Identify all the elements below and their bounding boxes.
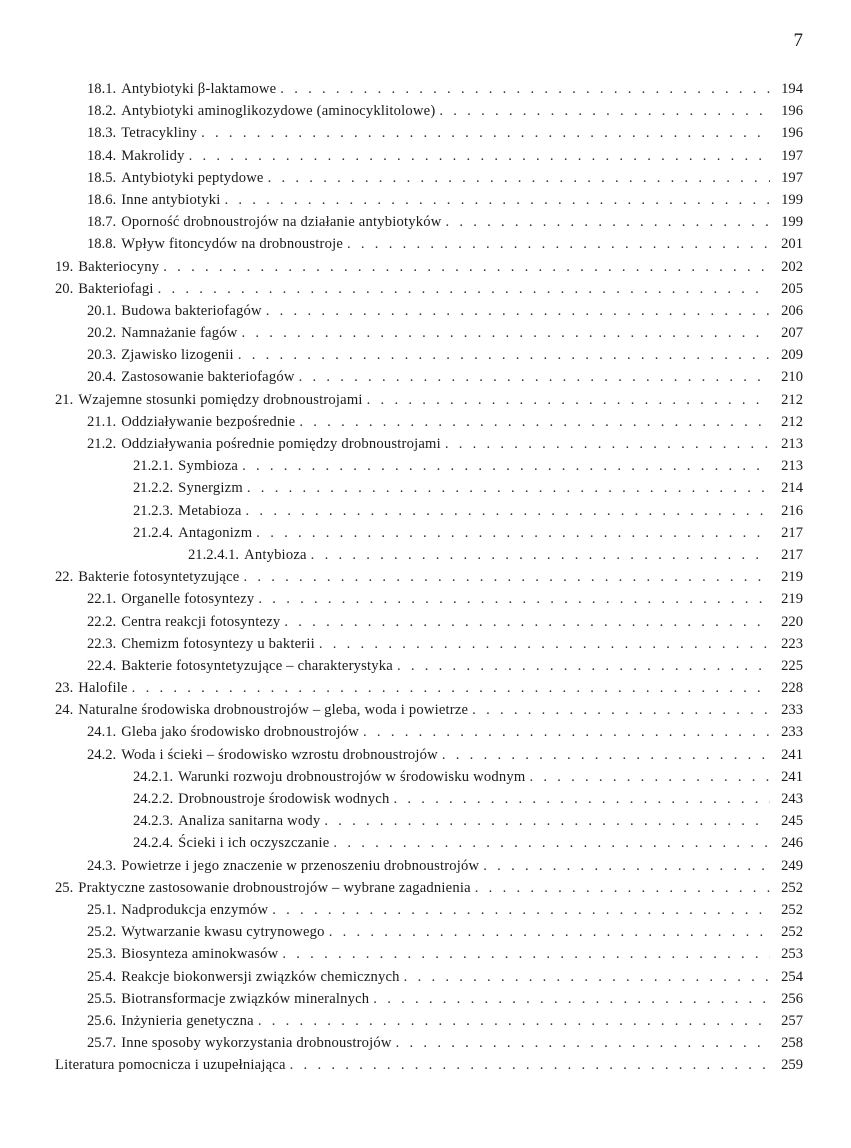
toc-entry: [0, 544, 851, 566]
toc-entry-page: 256: [781, 990, 803, 1007]
dot-leader: [324, 810, 770, 832]
toc-entry: [0, 300, 851, 322]
toc-entry-number: 24.2.3.: [133, 813, 174, 830]
toc-entry-title: Antagonizm: [178, 524, 253, 541]
dot-leader: [238, 344, 770, 366]
toc-entry-page: 252: [781, 924, 803, 941]
toc-entry: [0, 855, 851, 877]
toc-entry: [0, 167, 851, 189]
toc-entry-label: [87, 145, 776, 167]
toc-entry: [0, 122, 851, 144]
toc-entry-number: 22.2.: [87, 613, 117, 630]
dot-leader: [258, 588, 770, 610]
toc-entry-label: [55, 1054, 776, 1076]
toc-entry-label: [87, 1010, 776, 1032]
dot-leader: [242, 455, 770, 477]
toc-entry: [0, 988, 851, 1010]
toc-entry-label: [87, 721, 776, 743]
toc-entry-title: Tetracykliny: [121, 125, 198, 142]
toc-entry-label: [87, 921, 776, 943]
toc-entry-number: 21.2.4.1.: [188, 546, 240, 563]
dot-leader: [132, 677, 770, 699]
toc-entry-number: 20.: [55, 280, 74, 297]
toc-entry-page: 220: [781, 613, 803, 630]
toc-entry: [0, 145, 851, 167]
toc-entry: [0, 633, 851, 655]
dot-leader: [256, 522, 770, 544]
toc-entry-label: [87, 855, 776, 877]
toc-entry-label: [87, 233, 776, 255]
toc-entry-title: Namnażanie fagów: [121, 325, 238, 342]
toc-entry-title: Antybiotyki peptydowe: [121, 169, 264, 186]
dot-leader: [475, 877, 770, 899]
toc-entry-title: Organelle fotosyntezy: [121, 591, 255, 608]
toc-entry-label: [87, 943, 776, 965]
toc-entry-number: 20.4.: [87, 369, 117, 386]
toc-entry-page: 210: [781, 369, 803, 386]
toc-entry-label: [87, 966, 776, 988]
toc-entry: [0, 1054, 851, 1076]
toc-entry-page: 219: [781, 569, 803, 586]
toc-entry-title: Budowa bakteriofagów: [121, 302, 262, 319]
dot-leader: [224, 189, 770, 211]
toc-entry-page: 206: [781, 302, 803, 319]
toc-entry-number: 24.3.: [87, 857, 117, 874]
toc-entry-page: 243: [781, 791, 803, 807]
toc-entry-label: [87, 633, 776, 655]
toc-entry: [0, 344, 851, 366]
toc-entry-title: Gleba jako środowisko drobnoustrojów: [121, 724, 360, 741]
toc-entry-label: [133, 477, 776, 499]
toc-entry: [0, 921, 851, 943]
toc-entry-title: Antybioza: [244, 546, 307, 563]
toc-entry-label: [87, 1032, 776, 1054]
toc-entry-page: 217: [781, 546, 803, 563]
dot-leader: [442, 744, 770, 766]
toc-entry-number: 25.: [55, 879, 74, 896]
dot-leader: [367, 389, 770, 411]
toc-entry-title: Chemizm fotosyntezy u bakterii: [121, 635, 315, 652]
toc-entry-page: 241: [781, 768, 803, 785]
toc-entry-title: Powietrze i jego znaczenie w przenoszeniu drobnoustrojów: [121, 857, 480, 874]
toc-entry-number: 18.6.: [87, 191, 117, 208]
toc-entry: [0, 566, 851, 588]
toc-entry-page: 207: [781, 325, 803, 342]
toc-entry-page: 196: [781, 125, 803, 142]
toc-entry-page: 197: [781, 169, 803, 186]
toc-entry: [0, 699, 851, 721]
toc-entry: [0, 211, 851, 233]
toc-entry-title: Oddziaływanie bezpośrednie: [121, 413, 296, 430]
toc-entry-page: 202: [781, 258, 803, 275]
toc-entry: [0, 788, 851, 810]
toc-entry-number: 25.7.: [87, 1035, 117, 1052]
toc-entry-title: Praktyczne zastosowanie drobnoustrojów – wybrane zagadnienia: [78, 879, 471, 896]
dot-leader: [284, 611, 770, 633]
toc-entry: [0, 877, 851, 899]
toc-entry-title: Bakterie fotosyntetyzujące: [78, 569, 240, 586]
dot-leader: [404, 966, 770, 988]
toc-entry-page: 219: [781, 591, 803, 608]
toc-entry-number: 22.4.: [87, 657, 117, 674]
toc-entry-number: 20.1.: [87, 302, 117, 319]
toc-entry-number: 21.2.: [87, 436, 117, 452]
toc-entry-label: [87, 122, 776, 144]
toc-entry-label: [87, 744, 776, 766]
dot-leader: [272, 899, 770, 921]
page-number: 7: [793, 30, 803, 51]
toc-entry-label: [87, 78, 776, 100]
toc-entry-page: 194: [781, 81, 803, 97]
toc-entry-label: [87, 211, 776, 233]
toc-entry-title: Woda i ścieki – środowisko wzrostu drobnoustrojów: [121, 746, 438, 763]
toc-entry: [0, 721, 851, 743]
toc-entry: [0, 766, 851, 788]
dot-leader: [396, 1032, 770, 1054]
toc-entry-label: [87, 322, 776, 344]
toc-entry: [0, 1032, 851, 1054]
toc-entry: [0, 278, 851, 300]
toc-entry-number: 20.2.: [87, 325, 117, 342]
toc-entry-page: 205: [781, 280, 803, 297]
toc-entry-label: [55, 278, 776, 300]
toc-entry-label: [188, 544, 776, 566]
dot-leader: [266, 300, 770, 322]
toc-entry-label: [87, 899, 776, 921]
dot-leader: [472, 699, 770, 721]
toc-entry-number: 22.3.: [87, 635, 117, 652]
toc-entry-label: [87, 100, 776, 122]
toc-entry-page: 259: [781, 1057, 803, 1074]
toc-entry-number: 21.2.1.: [133, 458, 174, 475]
toc-entry-label: [87, 167, 776, 189]
toc-entry-page: 241: [781, 746, 803, 763]
toc-entry-number: 22.1.: [87, 591, 117, 608]
toc-entry-title: Zastosowanie bakteriofagów: [121, 369, 295, 386]
toc-entry-label: [87, 300, 776, 322]
toc-entry-title: Centra reakcji fotosyntezy: [121, 613, 281, 630]
toc-entry-title: Wpływ fitoncydów na drobnoustroje: [121, 236, 344, 253]
toc-entry-page: 214: [781, 480, 803, 497]
toc-entry-number: 24.2.4.: [133, 835, 174, 852]
toc-entry-page: 233: [781, 724, 803, 741]
toc-entry: [0, 832, 851, 854]
dot-leader: [311, 544, 770, 566]
toc-entry-label: [87, 433, 776, 455]
toc-entry: [0, 256, 851, 278]
toc-entry-label: [133, 455, 776, 477]
toc-entry-number: 24.: [55, 702, 74, 719]
toc-entry-label: [87, 655, 776, 677]
dot-leader: [247, 477, 770, 499]
toc-entry: [0, 677, 851, 699]
toc-entry-label: [133, 832, 776, 854]
toc-entry-number: 21.1.: [87, 413, 117, 430]
toc-entry-number: 24.2.: [87, 746, 117, 763]
toc-entry: [0, 100, 851, 122]
toc-entry-title: Inżynieria genetyczna: [121, 1012, 254, 1029]
toc-entry-label: [87, 366, 776, 388]
toc-entry-title: Naturalne środowiska drobnoustrojów – gleba, woda i powietrze: [78, 702, 469, 719]
toc-entry-title: Antybiotyki β-laktamowe: [121, 81, 277, 97]
toc-entry-title: Symbioza: [178, 458, 239, 475]
toc-entry-number: 18.8.: [87, 236, 117, 253]
toc-entry-page: 213: [781, 436, 803, 452]
toc-entry-title: Makrolidy: [121, 147, 185, 164]
toc-entry-title: Reakcje biokonwersji związków chemicznych: [121, 968, 400, 985]
toc-entry: [0, 455, 851, 477]
toc-entry: [0, 366, 851, 388]
toc-entry-label: [87, 344, 776, 366]
toc-entry-page: 225: [781, 657, 803, 674]
toc-entry: [0, 810, 851, 832]
toc-entry: [0, 899, 851, 921]
toc-entry-page: 213: [781, 458, 803, 475]
dot-leader: [268, 167, 770, 189]
dot-leader: [201, 122, 770, 144]
toc-entry-title: Zjawisko lizogenii: [121, 347, 234, 364]
toc-entry-number: 22.: [55, 569, 74, 586]
toc-entry-number: 18.2.: [87, 103, 117, 120]
dot-leader: [397, 655, 770, 677]
dot-leader: [329, 921, 770, 943]
dot-leader: [258, 1010, 770, 1032]
toc-entry-number: 21.2.4.: [133, 524, 174, 541]
toc-entry-page: 212: [781, 391, 803, 408]
toc-entry-title: Bakterie fotosyntetyzujące – charakterystyka: [121, 657, 393, 674]
toc-entry-page: 258: [781, 1035, 803, 1052]
dot-leader: [290, 1054, 770, 1076]
toc-entry-label: [133, 500, 776, 522]
dot-leader: [393, 788, 770, 810]
dot-leader: [241, 322, 770, 344]
dot-leader: [282, 943, 770, 965]
toc-entry-number: 25.2.: [87, 924, 117, 941]
toc-entry-number: 18.5.: [87, 169, 117, 186]
dot-leader: [347, 233, 770, 255]
toc-entry-label: [87, 411, 776, 433]
toc-entry-number: 24.1.: [87, 724, 117, 741]
toc-entry-page: 254: [781, 968, 803, 985]
toc-entry-number: 21.2.3.: [133, 502, 174, 519]
toc-entry-page: 249: [781, 857, 803, 874]
dot-leader: [445, 211, 770, 233]
dot-leader: [319, 633, 770, 655]
dot-leader: [529, 766, 770, 788]
toc-entry: [0, 588, 851, 610]
toc-entry-number: 21.: [55, 391, 74, 408]
toc-entry-label: [133, 788, 776, 810]
table-of-contents: [0, 78, 851, 1076]
toc-entry-page: 199: [781, 214, 803, 231]
toc-entry-number: 18.3.: [87, 125, 117, 142]
toc-entry-label: [55, 877, 776, 899]
toc-entry-page: 216: [781, 502, 803, 519]
toc-entry-number: 18.4.: [87, 147, 117, 164]
toc-entry: [0, 744, 851, 766]
toc-entry: [0, 943, 851, 965]
toc-entry-page: 252: [781, 901, 803, 918]
dot-leader: [439, 100, 770, 122]
toc-entry-page: 233: [781, 702, 803, 719]
toc-entry-number: 18.7.: [87, 214, 117, 231]
toc-entry-label: [87, 611, 776, 633]
dot-leader: [243, 566, 770, 588]
toc-entry-page: 209: [781, 347, 803, 364]
toc-entry-page: 245: [781, 813, 803, 830]
toc-entry-number: 18.1.: [87, 81, 117, 97]
toc-entry-number: 24.2.1.: [133, 768, 174, 785]
toc-entry-title: Bakteriofagi: [78, 280, 154, 297]
toc-entry-label: [55, 699, 776, 721]
toc-entry-number: 19.: [55, 258, 74, 275]
dot-leader: [299, 411, 770, 433]
toc-entry-title: Metabioza: [178, 502, 242, 519]
toc-entry: [0, 477, 851, 499]
toc-entry: [0, 411, 851, 433]
toc-entry-title: Bakteriocyny: [78, 258, 160, 275]
toc-entry-title: Drobnoustroje środowisk wodnych: [178, 791, 390, 807]
toc-entry-title: Wzajemne stosunki pomiędzy drobnoustrojami: [78, 391, 363, 408]
toc-entry-label: [87, 588, 776, 610]
toc-entry-number: 24.2.2.: [133, 791, 174, 807]
toc-entry: [0, 1010, 851, 1032]
dot-leader: [333, 832, 770, 854]
toc-entry: [0, 233, 851, 255]
toc-entry: [0, 189, 851, 211]
toc-entry: [0, 322, 851, 344]
toc-entry: [0, 78, 851, 100]
toc-entry: [0, 611, 851, 633]
toc-entry-page: 223: [781, 635, 803, 652]
dot-leader: [483, 855, 770, 877]
dot-leader: [299, 366, 770, 388]
toc-entry: [0, 522, 851, 544]
toc-entry-label: [55, 389, 776, 411]
toc-entry-title: Synergizm: [178, 480, 243, 497]
toc-entry-page: 228: [781, 680, 803, 697]
toc-entry-title: Inne antybiotyki: [121, 191, 221, 208]
dot-leader: [373, 988, 770, 1010]
dot-leader: [158, 278, 770, 300]
toc-entry-number: 25.4.: [87, 968, 117, 985]
toc-entry-number: 25.1.: [87, 901, 117, 918]
toc-entry: [0, 389, 851, 411]
toc-entry-title: Inne sposoby wykorzystania drobnoustrojów: [121, 1035, 392, 1052]
toc-entry-label: [87, 189, 776, 211]
toc-entry-title: Nadprodukcja enzymów: [121, 901, 269, 918]
toc-entry-number: 23.: [55, 680, 74, 697]
toc-entry-page: 253: [781, 946, 803, 963]
toc-entry-title: Wytwarzanie kwasu cytrynowego: [121, 924, 325, 941]
toc-entry-title: Ścieki i ich oczyszczanie: [178, 835, 330, 852]
toc-entry-number: 20.3.: [87, 347, 117, 364]
toc-entry: [0, 433, 851, 455]
toc-entry-label: [55, 566, 776, 588]
toc-entry-page: 257: [781, 1012, 803, 1029]
toc-entry-page: 197: [781, 147, 803, 164]
toc-entry-label: [133, 810, 776, 832]
toc-entry-number: 25.6.: [87, 1012, 117, 1029]
toc-entry-title: Analiza sanitarna wody: [178, 813, 321, 830]
toc-entry-page: 217: [781, 524, 803, 541]
toc-entry-page: 201: [781, 236, 803, 253]
toc-entry-number: 25.5.: [87, 990, 117, 1007]
toc-entry-title: Oporność drobnoustrojów na działanie antybiotyków: [121, 214, 442, 231]
toc-entry: [0, 655, 851, 677]
toc-entry-page: 199: [781, 191, 803, 208]
toc-entry-title: Oddziaływania pośrednie pomiędzy drobnoustrojami: [121, 436, 441, 452]
toc-entry: [0, 500, 851, 522]
toc-entry-label: [55, 256, 776, 278]
dot-leader: [189, 145, 770, 167]
toc-entry-title: Literatura pomocnicza i uzupełniająca: [55, 1057, 286, 1074]
toc-entry-page: 246: [781, 835, 803, 852]
toc-entry-number: 21.2.2.: [133, 480, 174, 497]
toc-entry-title: Biotransformacje związków mineralnych: [121, 990, 370, 1007]
toc-entry-label: [133, 766, 776, 788]
dot-leader: [363, 721, 770, 743]
toc-entry-title: Warunki rozwoju drobnoustrojów w środowisku wodnym: [178, 768, 526, 785]
toc-entry-page: 252: [781, 879, 803, 896]
toc-entry-page: 196: [781, 103, 803, 120]
toc-entry-title: Antybiotyki aminoglikozydowe (aminocyklitolowe): [121, 103, 436, 120]
toc-entry-label: [133, 522, 776, 544]
dot-leader: [280, 78, 770, 100]
toc-entry-label: [87, 988, 776, 1010]
toc-entry-title: Biosynteza aminokwasów: [121, 946, 279, 963]
dot-leader: [246, 500, 770, 522]
toc-entry-number: 25.3.: [87, 946, 117, 963]
dot-leader: [163, 256, 770, 278]
toc-entry-title: Halofile: [78, 680, 128, 697]
toc-entry-page: 212: [781, 413, 803, 430]
dot-leader: [445, 433, 770, 455]
toc-entry: [0, 966, 851, 988]
toc-entry-label: [55, 677, 776, 699]
